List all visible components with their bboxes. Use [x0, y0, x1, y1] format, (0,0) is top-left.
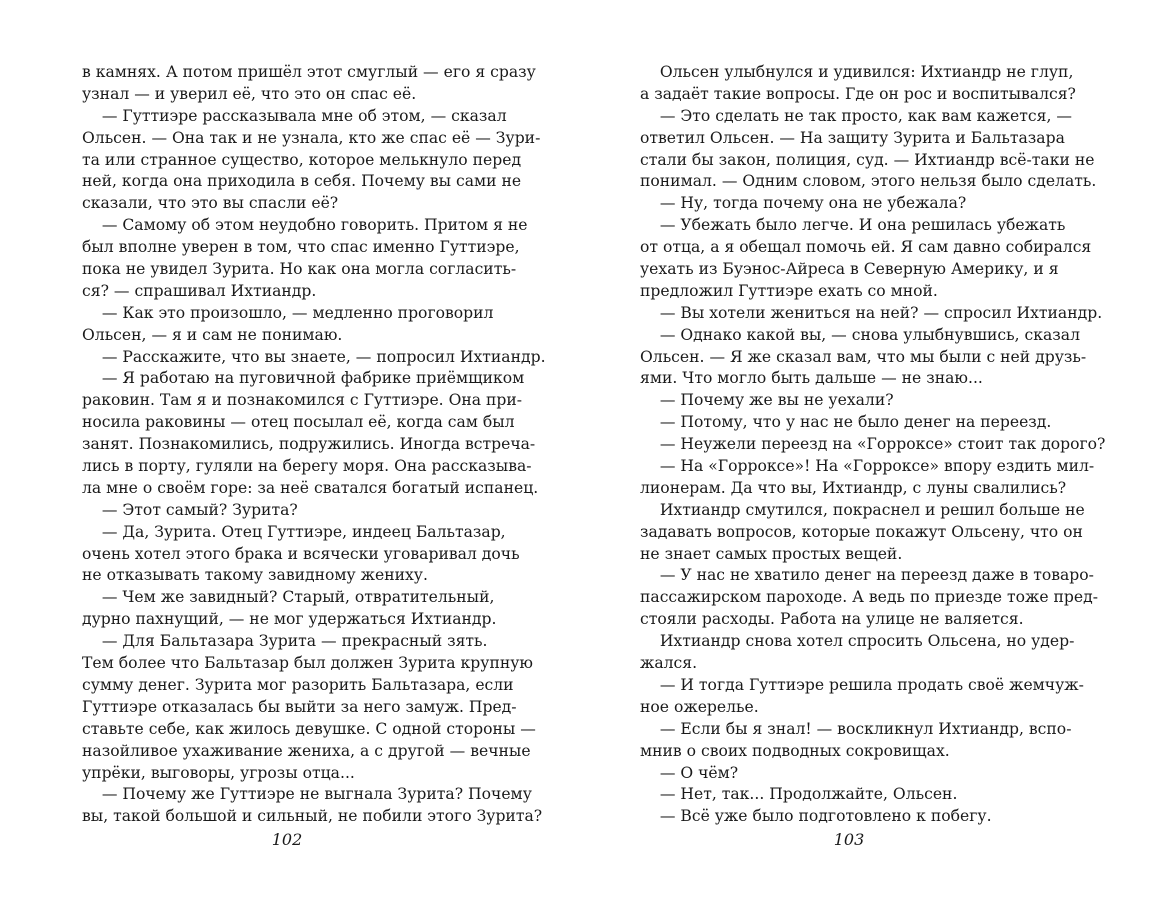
- text-line: дурно пахнущий, — не мог удержаться Ихтиандр.: [82, 610, 497, 629]
- text-line: — О чём?: [640, 763, 739, 782]
- text-line: — Убежать было легче. И она решилась убежать: [640, 216, 1066, 235]
- text-line: назойливое ухаживание жениха, а с другой — вечные: [82, 741, 531, 760]
- text-line: предложил Гуттиэре ехать со мной.: [640, 281, 938, 300]
- text-line: — Это сделать не так просто, как вам кажется, —: [640, 106, 1072, 125]
- text-line: — Всё уже было подготовлено к побегу.: [640, 807, 992, 826]
- text-line: — Да, Зурита. Отец Гуттиэре, индеец Бальтазар,: [82, 522, 506, 541]
- text-line: — На «Горроксе»! На «Горроксе» впору ездить мил-: [640, 457, 1095, 476]
- text-line: Тем более что Бальтазар был должен Зурита крупную: [82, 654, 533, 673]
- right-page-text: [640, 62, 1106, 828]
- text-line: сумму денег. Зурита мог разорить Бальтазара, если: [82, 675, 514, 694]
- text-line: ответил Ольсен. — На защиту Зурита и Бальтазара: [640, 128, 1065, 147]
- text-line: лись в порту, гуляли на берегу моря. Она рассказыва-: [82, 457, 532, 476]
- text-line: Гуттиэре отказалась бы выйти за него замуж. Пред-: [82, 697, 517, 716]
- text-line: Ольсен улыбнулся и удивился: Ихтиандр не глуп,: [640, 63, 1074, 81]
- text-line: — Самому об этом неудобно говорить. Притом я не: [82, 216, 528, 235]
- text-line: ное ожерелье.: [640, 697, 759, 716]
- text-line: — Как это произошло, — медленно проговорил: [82, 303, 494, 322]
- text-line: уехать из Буэнос-Айреса в Северную Америку, и я: [640, 260, 1059, 279]
- text-line: пока не увидел Зурита. Но как она могла согласить-: [82, 260, 517, 279]
- text-line: Ихтиандр снова хотел спросить Ольсена, но удер-: [640, 632, 1075, 651]
- text-line: вы, такой большой и сильный, не побили этого Зурита?: [82, 807, 543, 826]
- text-line: стали бы закон, полиция, суд. — Ихтиандр всё-таки не: [640, 150, 1095, 169]
- text-line: жался.: [640, 654, 698, 673]
- text-line: не знает самых простых вещей.: [640, 544, 903, 563]
- text-line: от отца, а я обещал помочь ей. Я сам давно собирался: [640, 238, 1092, 257]
- text-line: Ольсен, — я и сам не понимаю.: [82, 325, 343, 344]
- text-line: — Однако какой вы, — снова улыбнувшись, сказал: [640, 325, 1081, 344]
- text-line: занят. Познакомились, подружились. Иногда встреча-: [82, 435, 536, 454]
- text-line: очень хотел этого брака и всячески уговаривал дочь: [82, 544, 520, 563]
- text-line: мнив о своих подводных сокровищах.: [640, 741, 950, 760]
- text-line: — Если бы я знал! — воскликнул Ихтиандр, вспо-: [640, 719, 1072, 738]
- text-line: ла мне о своём горе: за неё сватался богатый испанец.: [82, 478, 539, 497]
- left-page-number: 102: [271, 830, 303, 849]
- text-line: понимал. — Одним словом, этого нельзя было сделать.: [640, 172, 1097, 191]
- text-line: — Расскажите, что вы знаете, — попросил Ихтиандр.: [82, 347, 546, 366]
- text-line: — Этот самый? Зурита?: [82, 500, 298, 519]
- text-line: — Почему же вы не уехали?: [640, 391, 894, 410]
- text-line: Ихтиандр смутился, покраснел и решил больше не: [640, 500, 1085, 519]
- text-line: раковин. Там я и познакомился с Гуттиэре. Она при-: [82, 391, 523, 410]
- text-line: — И тогда Гуттиэре решила продать своё жемчуж-: [640, 675, 1084, 694]
- text-line: ями. Что могло быть дальше — не знаю...: [640, 369, 983, 388]
- text-line: — Почему же Гуттиэре не выгнала Зурита? Почему: [82, 785, 532, 804]
- right-page: [640, 62, 1106, 828]
- text-line: — Я работаю на пуговичной фабрике приёмщиком: [82, 369, 525, 388]
- text-line: стояли расходы. Работа на улице не валяется.: [640, 610, 1024, 629]
- text-line: в камнях. А потом пришёл этот смуглый — его я сразу: [82, 63, 536, 81]
- text-line: носила раковины — отец посылал её, когда сам был: [82, 413, 515, 432]
- text-line: — Ну, тогда почему она не убежала?: [640, 194, 967, 213]
- text-line: узнал — и уверил её, что это он спас её.: [82, 84, 417, 103]
- text-line: ней, когда она приходила в себя. Почему вы сами не: [82, 172, 522, 191]
- text-line: — Гуттиэре рассказывала мне об этом, — сказал: [82, 106, 507, 125]
- text-line: ся? — спрашивал Ихтиандр.: [82, 281, 317, 300]
- text-line: — Для Бальтазара Зурита — прекрасный зять.: [82, 632, 488, 651]
- text-line: пассажирском пароходе. А ведь по приезде тоже пред-: [640, 588, 1098, 607]
- text-line: лионерам. Да что вы, Ихтиандр, с луны свалились?: [640, 478, 1067, 497]
- text-line: — Неужели переезд на «Горроксе» стоит так дорого?: [640, 435, 1106, 454]
- text-line: не отказывать такому завидному жениху.: [82, 566, 428, 585]
- text-line: задавать вопросов, которые покажут Ольсену, что он: [640, 522, 1083, 541]
- left-page-text: [82, 62, 546, 828]
- text-line: та или странное существо, которое мелькнуло перед: [82, 150, 522, 169]
- text-line: а задаёт такие вопросы. Где он рос и воспитывался?: [640, 84, 1076, 103]
- text-line: — Вы хотели жениться на ней? — спросил Ихтиандр.: [640, 303, 1103, 322]
- text-line: — У нас не хватило денег на переезд даже в товаро-: [640, 566, 1094, 585]
- right-page-number: 103: [833, 830, 865, 849]
- text-line: — Нет, так... Продолжайте, Ольсен.: [640, 785, 958, 804]
- text-line: ставьте себе, как жилось девушке. С одной стороны —: [82, 719, 536, 738]
- text-line: — Потому, что у нас не было денег на переезд.: [640, 413, 1052, 432]
- text-line: упрёки, выговоры, угрозы отца...: [82, 763, 355, 782]
- text-line: сказали, что это вы спасли её?: [82, 194, 339, 213]
- text-line: Ольсен. — Я же сказал вам, что мы были с ней друзь-: [640, 347, 1087, 366]
- left-page: [82, 62, 546, 828]
- text-line: был вполне уверен в том, что спас именно Гуттиэре,: [82, 238, 520, 257]
- text-line: — Чем же завидный? Старый, отвратительный,: [82, 588, 495, 607]
- text-line: Ольсен. — Она так и не узнала, кто же спас её — Зури-: [82, 128, 541, 147]
